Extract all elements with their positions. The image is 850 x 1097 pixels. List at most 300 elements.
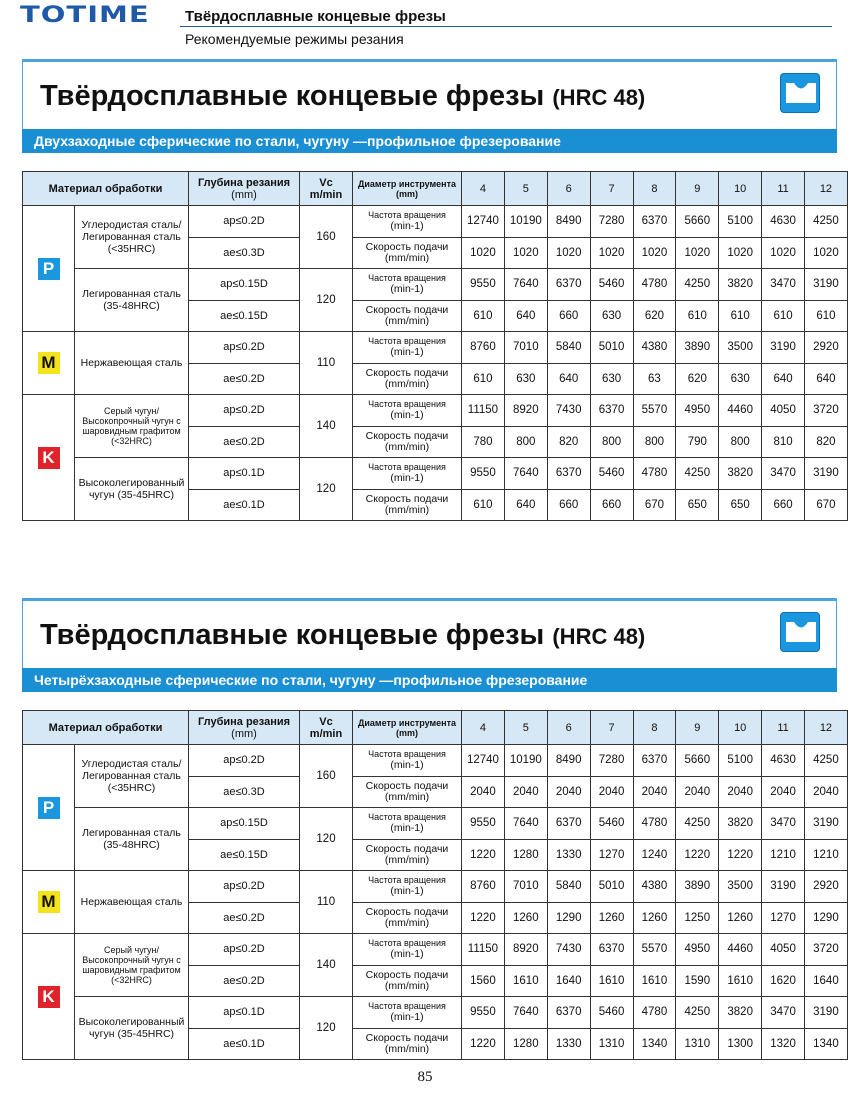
depth-ae: ae≤0.15D (189, 839, 300, 871)
param-label: Частота вращения (368, 336, 446, 347)
section-subtitle-bar: Четырёхзаходные сферические по стали, чугуну —профильное фрезерование (22, 668, 837, 692)
table-row (23, 332, 848, 364)
feed-value: 1220 (462, 902, 505, 934)
ball-end-mill-icon (780, 73, 820, 113)
rpm-value: 3190 (805, 458, 848, 490)
col-diameter-value: 7 (590, 172, 633, 206)
section-hrc: (HRC 48) (552, 85, 646, 110)
rpm-value: 4250 (676, 997, 719, 1029)
rpm-value: 5010 (590, 332, 633, 364)
feed-value: 1640 (805, 965, 848, 997)
rpm-value: 7280 (590, 745, 633, 777)
rpm-value: 3820 (719, 997, 762, 1029)
feed-value: 1020 (762, 237, 805, 269)
feed-value: 1020 (504, 237, 547, 269)
rpm-value: 7640 (504, 269, 547, 301)
table-row (23, 997, 848, 1029)
col-diameter-value: 4 (462, 711, 505, 745)
param-rpm (353, 269, 462, 301)
param-rpm (353, 808, 462, 840)
col-diameter-value: 12 (805, 711, 848, 745)
col-diameter-value: 6 (547, 711, 590, 745)
material-name: Нержавеющая сталь (75, 871, 189, 934)
param-label: Скорость подачи (365, 1031, 449, 1044)
header-title: Твёрдосплавные концевые фрезы (185, 8, 446, 25)
rpm-value: 12740 (462, 206, 505, 238)
depth-ae: ae≤0.3D (189, 776, 300, 808)
rpm-value: 4630 (762, 206, 805, 238)
rpm-value: 4380 (633, 871, 676, 903)
feed-value: 630 (590, 300, 633, 332)
feed-value: 670 (633, 489, 676, 521)
depth-ae: ae≤0.1D (189, 489, 300, 521)
rpm-value: 9550 (462, 808, 505, 840)
rpm-value: 3470 (762, 269, 805, 301)
table-row (23, 871, 848, 903)
rpm-value: 7010 (504, 332, 547, 364)
feed-value: 820 (805, 426, 848, 458)
feed-value: 1220 (719, 839, 762, 871)
cutting-speed: 160 (300, 745, 353, 808)
cutting-speed: 120 (300, 997, 353, 1060)
param-feed (353, 237, 462, 269)
material-name: Легированная сталь (35-48HRC) (75, 269, 189, 332)
rpm-value: 3190 (805, 808, 848, 840)
section-two-flute (22, 59, 837, 521)
rpm-value: 5570 (633, 395, 676, 427)
param-unit: (mm/min) (384, 853, 430, 866)
rpm-value: 10190 (504, 745, 547, 777)
feed-value: 800 (504, 426, 547, 458)
feed-value: 1300 (719, 1028, 762, 1060)
feed-value: 1560 (462, 965, 505, 997)
rpm-value: 4050 (762, 395, 805, 427)
col-depth-unit: (mm) (231, 727, 257, 740)
param-unit: (min-1) (390, 1011, 424, 1024)
cutting-speed: 120 (300, 269, 353, 332)
rpm-value: 3890 (676, 332, 719, 364)
rpm-value: 11150 (462, 395, 505, 427)
table-row (23, 206, 848, 238)
param-rpm (353, 395, 462, 427)
feed-value: 2040 (762, 776, 805, 808)
param-label: Скорость подачи (365, 303, 449, 316)
param-label: Скорость подачи (365, 779, 449, 792)
rpm-value: 4250 (676, 808, 719, 840)
param-label: Скорость подачи (365, 240, 449, 253)
rpm-value: 4250 (805, 206, 848, 238)
param-label: Частота вращения (368, 399, 446, 410)
rpm-value: 3190 (762, 871, 805, 903)
material-group-cell (23, 206, 75, 332)
param-label: Скорость подачи (365, 842, 449, 855)
spacer (22, 153, 837, 171)
material-group-badge: K (38, 447, 60, 469)
param-unit: (mm/min) (384, 251, 430, 264)
rpm-value: 6370 (547, 458, 590, 490)
cutting-speed: 160 (300, 206, 353, 269)
feed-value: 630 (504, 363, 547, 395)
rpm-value: 8760 (462, 332, 505, 364)
rpm-value: 5460 (590, 997, 633, 1029)
depth-ae: ae≤0.3D (189, 237, 300, 269)
depth-ae: ae≤0.2D (189, 426, 300, 458)
rpm-value: 4250 (805, 745, 848, 777)
param-label: Частота вращения (368, 1001, 446, 1012)
spacer (22, 692, 837, 710)
rpm-value: 5840 (547, 871, 590, 903)
depth-ap: ap≤0.2D (189, 395, 300, 427)
col-diameter-value: 6 (547, 172, 590, 206)
feed-value: 610 (462, 300, 505, 332)
feed-value: 1340 (633, 1028, 676, 1060)
param-feed (353, 489, 462, 521)
col-vc (300, 711, 353, 745)
feed-value: 1210 (805, 839, 848, 871)
header-divider (180, 26, 832, 27)
feed-value: 660 (547, 489, 590, 521)
rpm-value: 7280 (590, 206, 633, 238)
feed-value: 790 (676, 426, 719, 458)
feed-value: 2040 (504, 776, 547, 808)
page-header (0, 0, 850, 60)
feed-value: 630 (590, 363, 633, 395)
param-rpm (353, 332, 462, 364)
depth-ap: ap≤0.1D (189, 997, 300, 1029)
depth-ae: ae≤0.2D (189, 902, 300, 934)
rpm-value: 4950 (676, 934, 719, 966)
feed-value: 640 (504, 300, 547, 332)
rpm-value: 7430 (547, 395, 590, 427)
feed-value: 1280 (504, 839, 547, 871)
param-label: Скорость подачи (365, 429, 449, 442)
feed-value: 810 (762, 426, 805, 458)
feed-value: 610 (462, 363, 505, 395)
rpm-value: 5460 (590, 808, 633, 840)
col-diameter-value: 9 (676, 711, 719, 745)
feed-value: 2040 (462, 776, 505, 808)
material-group-badge: M (38, 352, 60, 374)
rpm-value: 3820 (719, 808, 762, 840)
table-row (23, 934, 848, 966)
feed-value: 1220 (462, 1028, 505, 1060)
section-four-flute (22, 598, 837, 1060)
param-feed (353, 902, 462, 934)
col-vc-label: Vc (319, 176, 333, 189)
feed-value: 1340 (805, 1028, 848, 1060)
material-name: Легированная сталь (35-48HRC) (75, 808, 189, 871)
feed-value: 620 (676, 363, 719, 395)
rpm-value: 4950 (676, 395, 719, 427)
feed-value: 1220 (676, 839, 719, 871)
header-subtitle: Рекомендуемые режимы резания (185, 31, 404, 47)
feed-value: 800 (590, 426, 633, 458)
rpm-value: 4250 (676, 269, 719, 301)
feed-value: 1610 (590, 965, 633, 997)
section-title-box (22, 598, 837, 668)
col-diameter-label: Диаметр инструмента (357, 717, 457, 728)
col-diameter (353, 711, 462, 745)
depth-ap: ap≤0.1D (189, 458, 300, 490)
rpm-value: 3720 (805, 934, 848, 966)
feed-value: 1210 (762, 839, 805, 871)
rpm-value: 5100 (719, 745, 762, 777)
param-label: Частота вращения (368, 210, 446, 221)
depth-ae: ae≤0.2D (189, 965, 300, 997)
rpm-value: 8490 (547, 745, 590, 777)
col-diameter-value: 11 (762, 172, 805, 206)
feed-value: 650 (719, 489, 762, 521)
param-unit: (min-1) (390, 409, 424, 422)
rpm-value: 10190 (504, 206, 547, 238)
section-subtitle-bar: Двухзаходные сферические по стали, чугуну —профильное фрезерование (22, 129, 837, 153)
section-title-box (22, 59, 837, 129)
cutting-speed: 140 (300, 395, 353, 458)
feed-value: 610 (462, 489, 505, 521)
col-diameter-value: 4 (462, 172, 505, 206)
material-group-badge: M (38, 891, 60, 913)
material-name: Углеродистая сталь/ Легированная сталь (<35HRC) (75, 745, 189, 808)
rpm-value: 7640 (504, 458, 547, 490)
feed-value: 2040 (633, 776, 676, 808)
param-label: Частота вращения (368, 875, 446, 886)
param-unit: (min-1) (390, 759, 424, 772)
depth-ae: ae≤0.1D (189, 1028, 300, 1060)
feed-value: 1020 (462, 237, 505, 269)
feed-value: 2040 (719, 776, 762, 808)
param-unit: (mm/min) (384, 916, 430, 929)
rpm-value: 4250 (676, 458, 719, 490)
param-rpm (353, 206, 462, 238)
rpm-value: 3190 (805, 269, 848, 301)
rpm-value: 6370 (547, 808, 590, 840)
param-unit: (min-1) (390, 472, 424, 485)
depth-ap: ap≤0.2D (189, 332, 300, 364)
rpm-value: 3470 (762, 997, 805, 1029)
feed-value: 630 (719, 363, 762, 395)
section-title (40, 619, 645, 652)
section-title (40, 80, 645, 113)
param-unit: (min-1) (390, 822, 424, 835)
material-group-badge: P (38, 797, 60, 819)
col-diameter-value: 7 (590, 711, 633, 745)
cutting-data-table (22, 171, 848, 521)
ball-end-mill-icon (780, 612, 820, 652)
rpm-value: 5660 (676, 745, 719, 777)
param-unit: (mm/min) (384, 503, 430, 516)
rpm-value: 5460 (590, 269, 633, 301)
param-feed (353, 363, 462, 395)
param-unit: (mm/min) (384, 440, 430, 453)
rpm-value: 5840 (547, 332, 590, 364)
rpm-value: 3470 (762, 458, 805, 490)
rpm-value: 6370 (547, 269, 590, 301)
feed-value: 1320 (762, 1028, 805, 1060)
material-name: Высоколегированный чугун (35-45HRC) (75, 458, 189, 521)
feed-value: 800 (633, 426, 676, 458)
material-group-cell (23, 934, 75, 1060)
material-group-cell (23, 395, 75, 521)
col-diameter-unit: (mm) (396, 188, 418, 199)
feed-value: 1020 (805, 237, 848, 269)
material-group-badge: K (38, 986, 60, 1008)
col-depth (189, 711, 300, 745)
feed-value: 1290 (805, 902, 848, 934)
param-label: Скорость подачи (365, 968, 449, 981)
rpm-value: 7430 (547, 934, 590, 966)
feed-value: 660 (762, 489, 805, 521)
rpm-value: 8920 (504, 934, 547, 966)
material-name: Серый чугун/ Высокопрочный чугун с шаровидным графитом (<32HRC) (75, 395, 189, 458)
depth-ap: ap≤0.2D (189, 871, 300, 903)
col-diameter-value: 9 (676, 172, 719, 206)
feed-value: 1260 (504, 902, 547, 934)
rpm-value: 4780 (633, 997, 676, 1029)
table-row (23, 745, 848, 777)
col-depth-unit: (mm) (231, 188, 257, 201)
feed-value: 820 (547, 426, 590, 458)
feed-value: 2040 (805, 776, 848, 808)
depth-ap: ap≤0.15D (189, 808, 300, 840)
feed-value: 2040 (590, 776, 633, 808)
param-label: Частота вращения (368, 273, 446, 284)
param-rpm (353, 871, 462, 903)
rpm-value: 6370 (590, 934, 633, 966)
param-unit: (mm/min) (384, 1042, 430, 1055)
col-diameter-value: 10 (719, 711, 762, 745)
col-diameter-value: 12 (805, 172, 848, 206)
feed-value: 63 (633, 363, 676, 395)
feed-value: 1020 (676, 237, 719, 269)
rpm-value: 4460 (719, 395, 762, 427)
param-label: Скорость подачи (365, 905, 449, 918)
brand-logo: TOTIME (20, 1, 150, 28)
col-material: Материал обработки (23, 711, 189, 745)
rpm-value: 4050 (762, 934, 805, 966)
feed-value: 640 (504, 489, 547, 521)
material-group-cell (23, 745, 75, 871)
param-label: Скорость подачи (365, 366, 449, 379)
param-unit: (mm/min) (384, 979, 430, 992)
rpm-value: 7640 (504, 997, 547, 1029)
feed-value: 1280 (504, 1028, 547, 1060)
feed-value: 610 (805, 300, 848, 332)
param-unit: (min-1) (390, 220, 424, 233)
rpm-value: 6370 (633, 206, 676, 238)
feed-value: 1270 (590, 839, 633, 871)
section-title-text: Твёрдосплавные концевые фрезы (40, 80, 545, 112)
rpm-value: 2920 (805, 332, 848, 364)
rpm-value: 6370 (547, 997, 590, 1029)
col-vc-label: Vc (319, 715, 333, 728)
rpm-value: 8920 (504, 395, 547, 427)
table-row (23, 269, 848, 301)
col-vc (300, 172, 353, 206)
feed-value: 2040 (547, 776, 590, 808)
cutting-data-table (22, 710, 848, 1060)
section-hrc: (HRC 48) (552, 624, 646, 649)
material-group-cell (23, 871, 75, 934)
feed-value: 610 (762, 300, 805, 332)
param-feed (353, 965, 462, 997)
table-row (23, 458, 848, 490)
feed-value: 1310 (590, 1028, 633, 1060)
col-depth-label: Глубина резания (197, 715, 291, 728)
depth-ap: ap≤0.15D (189, 269, 300, 301)
cutting-speed: 120 (300, 808, 353, 871)
depth-ap: ap≤0.2D (189, 934, 300, 966)
rpm-value: 3500 (719, 332, 762, 364)
feed-value: 640 (762, 363, 805, 395)
rpm-value: 5660 (676, 206, 719, 238)
param-feed (353, 839, 462, 871)
rpm-value: 5460 (590, 458, 633, 490)
feed-value: 1020 (719, 237, 762, 269)
rpm-value: 12740 (462, 745, 505, 777)
section-title-text: Твёрдосплавные концевые фрезы (40, 619, 545, 651)
table-row (23, 808, 848, 840)
col-depth (189, 172, 300, 206)
rpm-value: 6370 (590, 395, 633, 427)
rpm-value: 7640 (504, 808, 547, 840)
param-rpm (353, 934, 462, 966)
feed-value: 2040 (676, 776, 719, 808)
rpm-value: 3500 (719, 871, 762, 903)
feed-value: 1250 (676, 902, 719, 934)
feed-value: 1240 (633, 839, 676, 871)
cutting-speed: 110 (300, 332, 353, 395)
depth-ap: ap≤0.2D (189, 745, 300, 777)
material-name: Нержавеющая сталь (75, 332, 189, 395)
cutting-speed: 140 (300, 934, 353, 997)
feed-value: 620 (633, 300, 676, 332)
feed-value: 1260 (719, 902, 762, 934)
param-feed (353, 300, 462, 332)
feed-value: 1020 (547, 237, 590, 269)
rpm-value: 6370 (633, 745, 676, 777)
material-group-badge: P (38, 258, 60, 280)
feed-value: 1290 (547, 902, 590, 934)
feed-value: 1020 (633, 237, 676, 269)
feed-value: 1270 (762, 902, 805, 934)
feed-value: 670 (805, 489, 848, 521)
param-rpm (353, 997, 462, 1029)
col-diameter-label: Диаметр инструмента (357, 178, 457, 189)
param-feed (353, 776, 462, 808)
param-label: Скорость подачи (365, 492, 449, 505)
feed-value: 640 (805, 363, 848, 395)
rpm-value: 5010 (590, 871, 633, 903)
table-header-row (23, 711, 848, 745)
feed-value: 660 (590, 489, 633, 521)
param-feed (353, 426, 462, 458)
material-name: Высоколегированный чугун (35-45HRC) (75, 997, 189, 1060)
feed-value: 1610 (719, 965, 762, 997)
param-feed (353, 1028, 462, 1060)
param-rpm (353, 458, 462, 490)
feed-value: 610 (676, 300, 719, 332)
feed-value: 1640 (547, 965, 590, 997)
rpm-value: 7010 (504, 871, 547, 903)
rpm-value: 4780 (633, 269, 676, 301)
rpm-value: 3190 (805, 997, 848, 1029)
col-diameter-value: 5 (504, 172, 547, 206)
rpm-value: 3890 (676, 871, 719, 903)
feed-value: 1330 (547, 839, 590, 871)
feed-value: 1330 (547, 1028, 590, 1060)
param-label: Частота вращения (368, 938, 446, 949)
feed-value: 1620 (762, 965, 805, 997)
